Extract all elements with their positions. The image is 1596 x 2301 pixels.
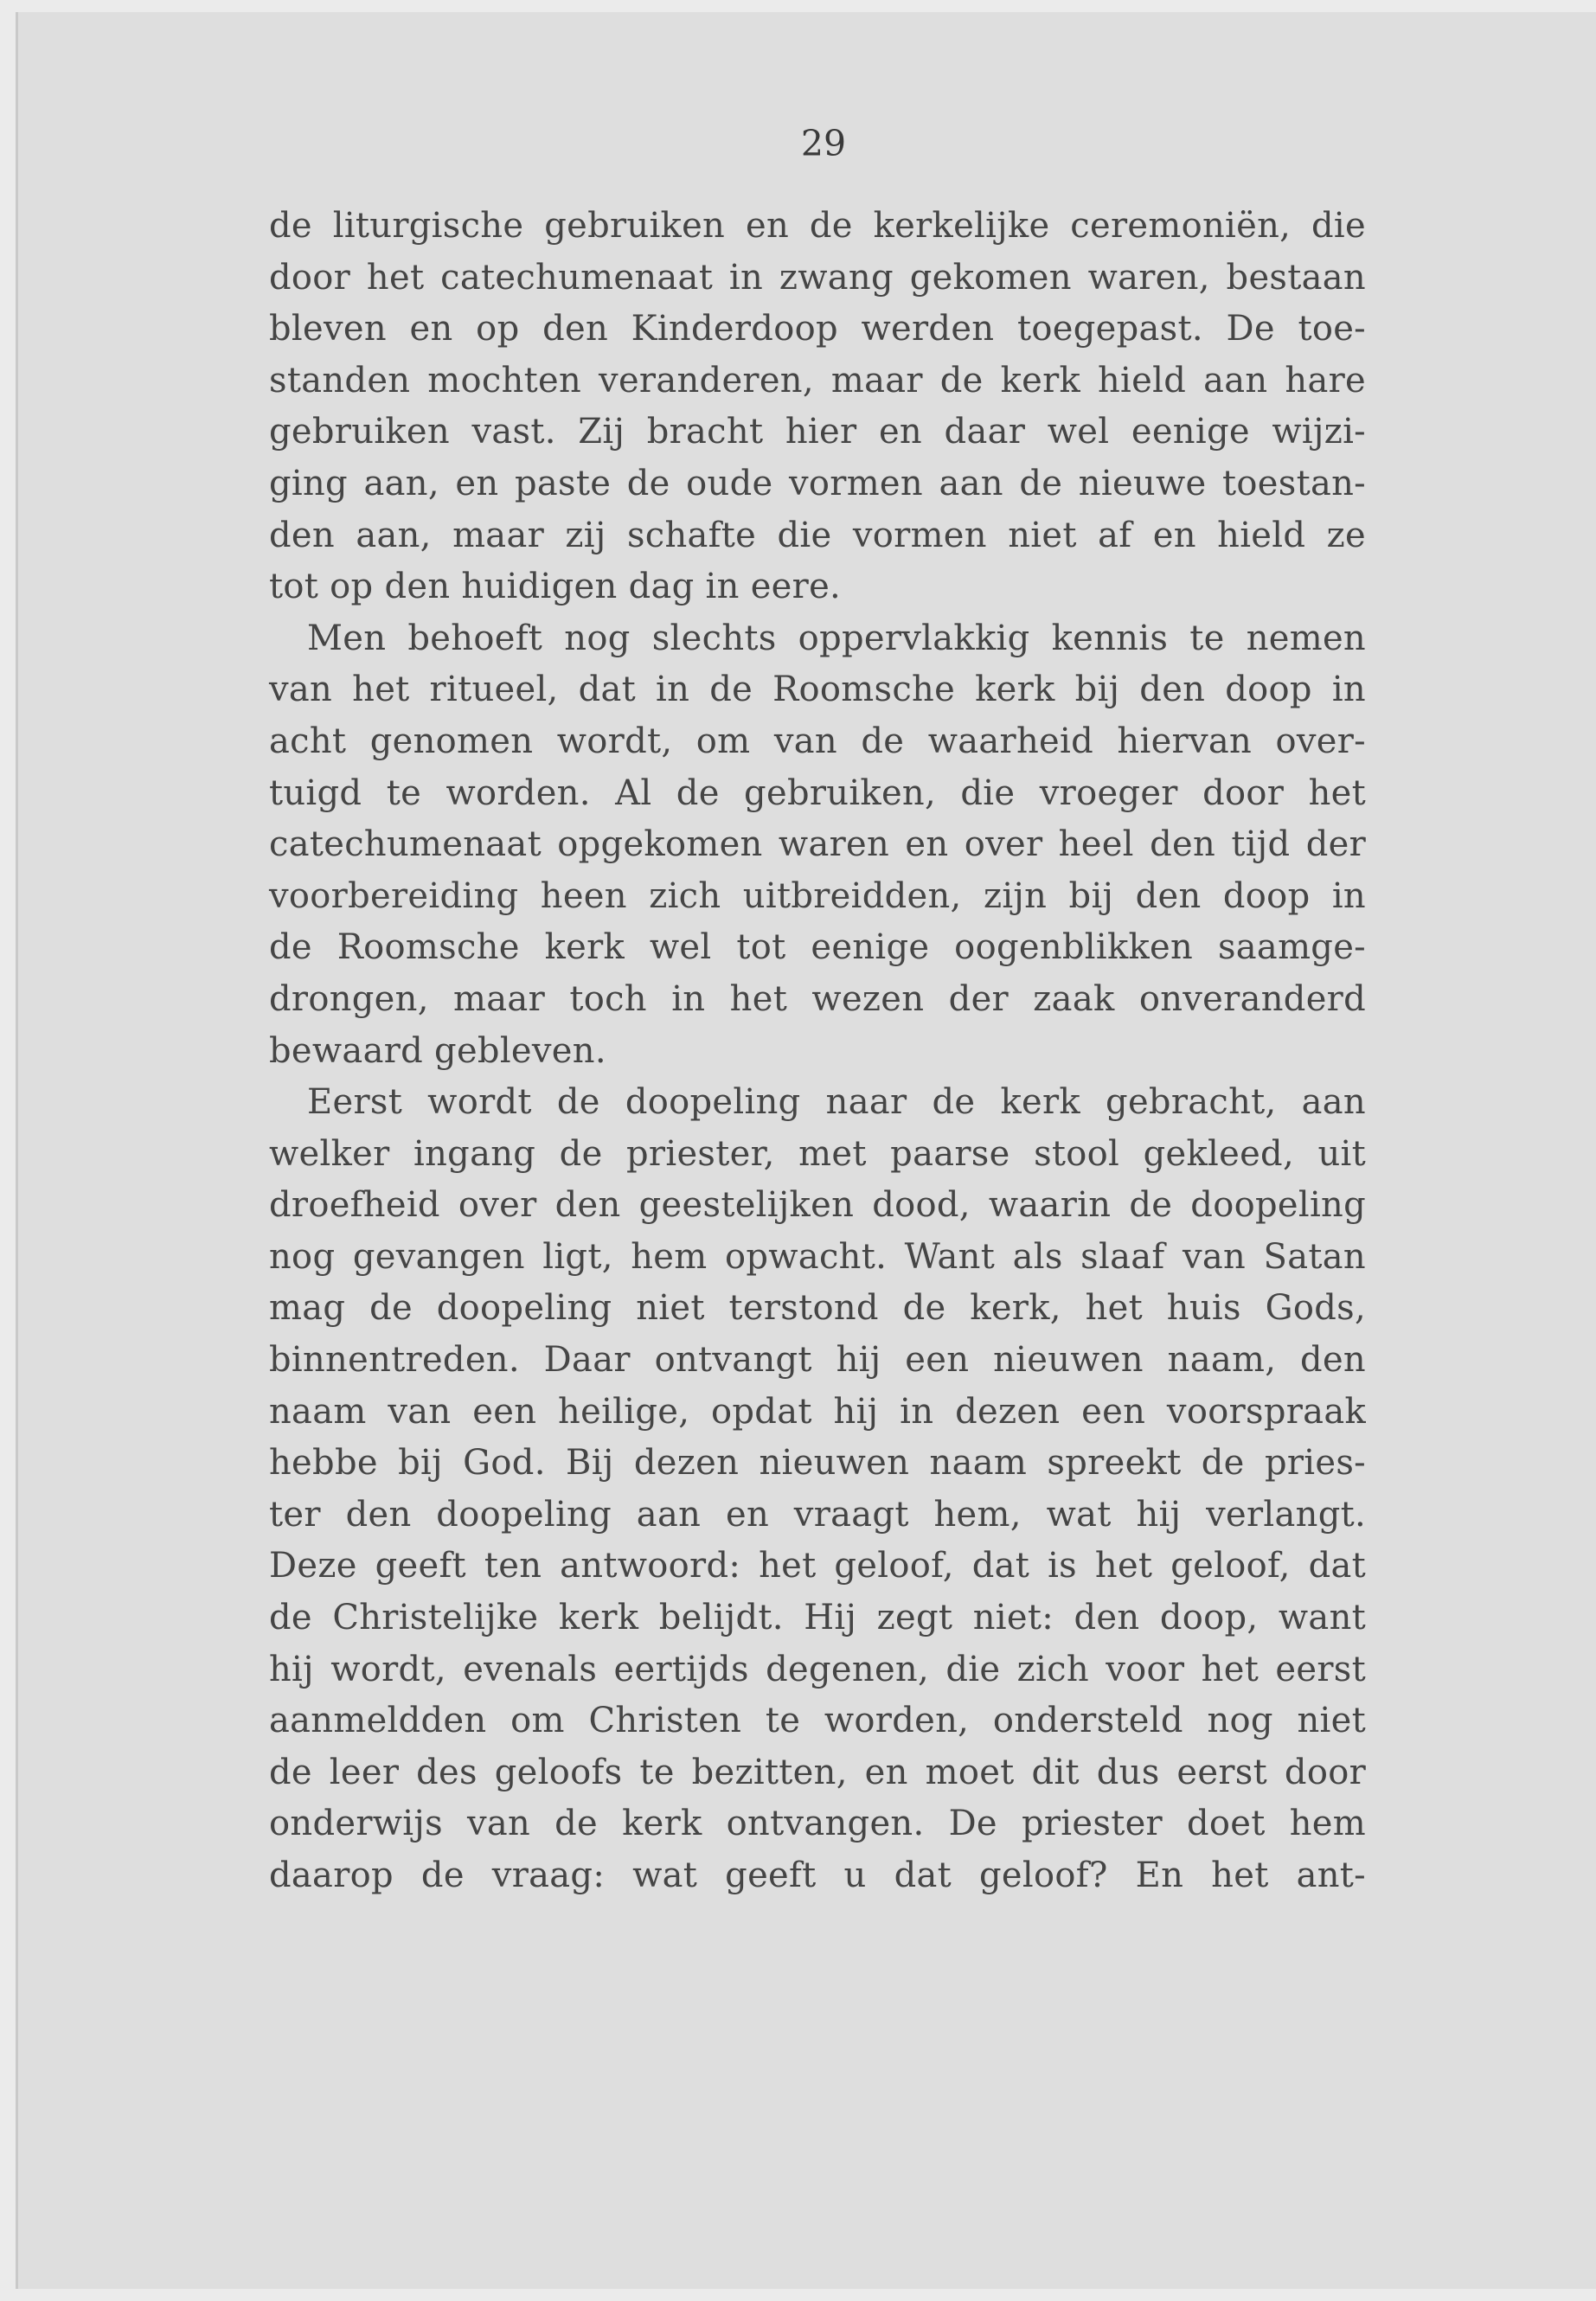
text-line: hij wordt, evenals eertijds degenen, die zich voor het eerst (269, 1649, 1366, 1689)
text-line: tuigd te worden. Al de gebruiken, die vroeger door het (269, 772, 1366, 813)
text-line: ging aan, en paste de oude vormen aan de nieuwe toestan- (269, 463, 1366, 503)
text-line: voorbereiding heen zich uitbreidden, zijn bij den doop in (269, 875, 1366, 916)
text-line: bleven en op den Kinderdoop werden toegepast. De toe- (269, 309, 1366, 349)
text-line: drongen, maar toch in het wezen der zaak onveranderd (269, 978, 1366, 1019)
text-line: de leer des geloofs te bezitten, en moet dit dus eerst door (269, 1752, 1366, 1792)
text-line: naam van een heilige, opdat hij in dezen een voorspraak (269, 1391, 1366, 1432)
text-line: Eerst wordt de doopeling naar de kerk gebracht, aan (307, 1082, 1366, 1123)
text-line: Men behoeft nog slechts oppervlakkig kennis te nemen (307, 618, 1366, 658)
text-line: onderwijs van de kerk ontvangen. De priester doet hem (269, 1804, 1366, 1844)
text-line: van het ritueel, dat in de Roomsche kerk bij den doop in (269, 670, 1366, 710)
text-line: binnentreden. Daar ontvangt hij een nieuwen naam, den (269, 1340, 1366, 1381)
text-line: gebruiken vast. Zij bracht hier en daar wel eenige wijzi- (269, 412, 1366, 452)
text-line: de Roomsche kerk wel tot eenige oogenblikken saamge- (269, 927, 1366, 968)
paragraph-3 (269, 1077, 1366, 1902)
book-page (16, 12, 1596, 2289)
text-line: door het catechumenaat in zwang gekomen waren, bestaan (269, 257, 1366, 298)
text-line: welker ingang de priester, met paarse stool gekleed, uit (269, 1133, 1366, 1174)
text-line: den aan, maar zij schafte die vormen niet af en hield ze (269, 515, 1366, 555)
text-line: tot op den huidigen dag in eere. (269, 567, 842, 607)
text-line: standen mochten veranderen, maar de kerk hield aan hare (269, 360, 1366, 401)
text-line: catechumenaat opgekomen waren en over heel den tijd der (269, 824, 1366, 865)
text-line: de liturgische gebruiken en de kerkelijke ceremoniën, die (269, 206, 1366, 246)
body-text (269, 201, 1366, 1902)
text-line: hebbe bij God. Bij dezen nieuwen naam spreekt de pries- (269, 1443, 1366, 1484)
page-number: 29 (800, 123, 847, 164)
text-line: bewaard gebleven. (269, 1030, 606, 1071)
paragraph-2 (269, 613, 1366, 1077)
text-line: nog gevangen ligt, hem opwacht. Want als slaaf van Satan (269, 1236, 1366, 1277)
text-line: droefheid over den geestelijken dood, waarin de doopeling (269, 1185, 1366, 1226)
paragraph-1 (269, 201, 1366, 613)
text-line: aanmeldden om Christen te worden, ondersteld nog niet (269, 1701, 1366, 1741)
text-line: daarop de vraag: wat geeft u dat geloof? En het ant- (269, 1856, 1366, 1895)
text-line: de Christelijke kerk belijdt. Hij zegt niet: den doop, want (269, 1598, 1366, 1638)
text-line: Deze geeft ten antwoord: het geloof, dat is het geloof, dat (269, 1546, 1366, 1586)
text-line: ter den doopeling aan en vraagt hem, wat hij verlangt. (269, 1494, 1366, 1535)
text-line: acht genomen wordt, om van de waarheid hiervan over- (269, 721, 1366, 761)
text-line: mag de doopeling niet terstond de kerk, het huis Gods, (269, 1288, 1366, 1329)
